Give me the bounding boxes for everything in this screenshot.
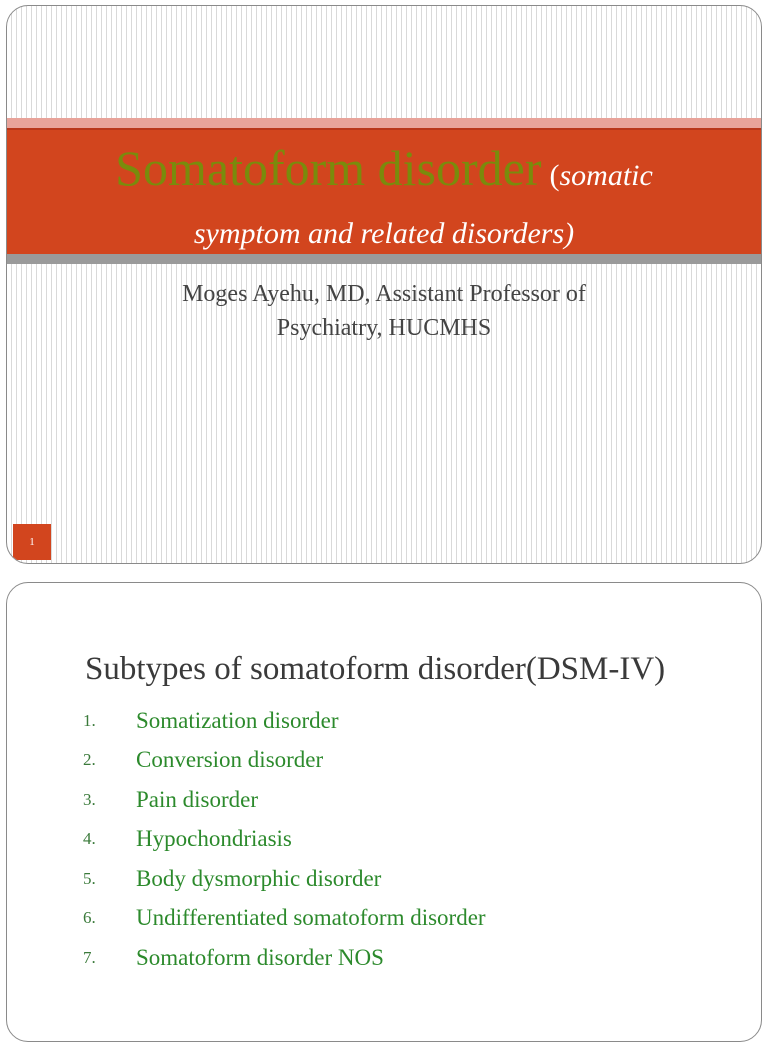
list-item-label: Undifferentiated somatoform disorder [136, 905, 486, 931]
list-item [83, 859, 486, 899]
list-item-number: 5. [83, 868, 96, 888]
slide-heading: Subtypes of somatoform disorder(DSM-IV) [85, 651, 666, 687]
list-item-label: Conversion disorder [136, 747, 324, 773]
title-accent-band [7, 118, 761, 128]
slide-title [7, 140, 761, 262]
slide-1 [6, 5, 762, 564]
list-item [83, 938, 486, 978]
list-item-label: Body dysmorphic disorder [136, 865, 382, 891]
list-item [83, 741, 486, 781]
list-item-number: 1. [83, 710, 96, 730]
slide-2 [6, 582, 762, 1042]
list-item [83, 820, 486, 860]
slide-number-badge [13, 524, 51, 560]
title-subtitle-line2: symptom and related disorders) [193, 217, 575, 250]
list-item-label: Somatization disorder [136, 707, 339, 733]
list-item-label: Hypochondriasis [136, 826, 292, 852]
list-item [83, 701, 486, 741]
list-item-label: Somatoform disorder NOS [136, 944, 384, 970]
author-line-1: Moges Ayehu, MD, Assistant Professor of [182, 281, 586, 307]
list-item [83, 899, 486, 939]
slide-number: 1 [29, 536, 35, 548]
title-paren: ( [549, 159, 560, 192]
subtypes-list [83, 701, 486, 978]
list-item-number: 6. [83, 908, 96, 928]
list-item-number: 2. [83, 750, 96, 770]
list-item [83, 780, 486, 820]
author-info [67, 277, 701, 345]
list-item-number: 4. [83, 829, 96, 849]
list-item-label: Pain disorder [136, 786, 259, 812]
list-item-number: 7. [83, 947, 96, 967]
author-line-2: Psychiatry, HUCMHS [276, 315, 492, 341]
title-subtitle-line1: somatic [559, 159, 653, 192]
title-main: Somatoform disorder [115, 140, 542, 196]
list-item-number: 3. [83, 789, 96, 809]
